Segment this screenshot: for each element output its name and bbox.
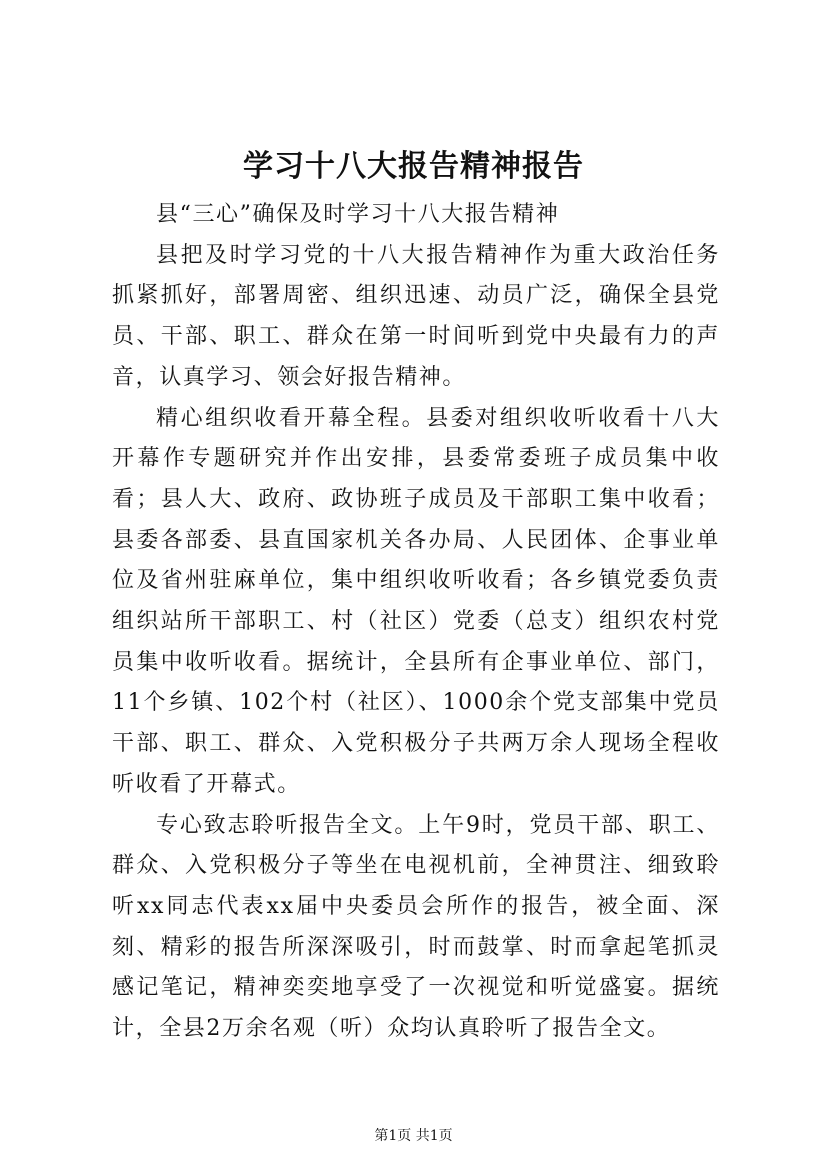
page-number-footer: 第1页 共1页	[374, 1128, 453, 1144]
document-body	[112, 195, 720, 1050]
paragraph: 精心组织收看开幕全程。县委对组织收听收看十八大开幕作专题研究并作出安排，县委常委班子成员集中收看；县人大、政府、政协班子成员及干部职工集中收看；县委各部委、县直国家机关各办局、人民团体、企事业单位及省州驻麻单位，集中组织收听收看；各乡镇党委负责组织站所干部职工、村（社区）党委（总支）组织农村党员集中收听收看。据统计，全县所有企事业单位、部门，11个乡镇、102个村（社区）、1000余个党支部集中党员干部、职工、群众、入党积极分子共两万余人现场全程收听收看了开幕式。	[112, 405, 720, 797]
subtitle-line: 县“三心”确保及时学习十八大报告精神	[156, 202, 560, 227]
paragraph: 专心致志聆听报告全文。上午9时，党员干部、职工、群众、入党积极分子等坐在电视机前，全神贯注、细致聆听xx同志代表xx届中央委员会所作的报告，被全面、深刻、精彩的报告所深深吸引，时而鼓掌、时而拿起笔抓灵感记笔记，精神奕奕地享受了一次视觉和听觉盛宴。据统计，全县2万余名观（听）众均认真聆听了报告全文。	[112, 812, 720, 1042]
document-title: 学习十八大报告精神报告	[243, 149, 584, 184]
paragraph: 县把及时学习党的十八大报告精神作为重大政治任务抓紧抓好，部署周密、组织迅速、动员广泛，确保全县党员、干部、职工、群众在第一时间听到党中央最有力的声音，认真学习、领会好报告精神。	[112, 242, 720, 390]
